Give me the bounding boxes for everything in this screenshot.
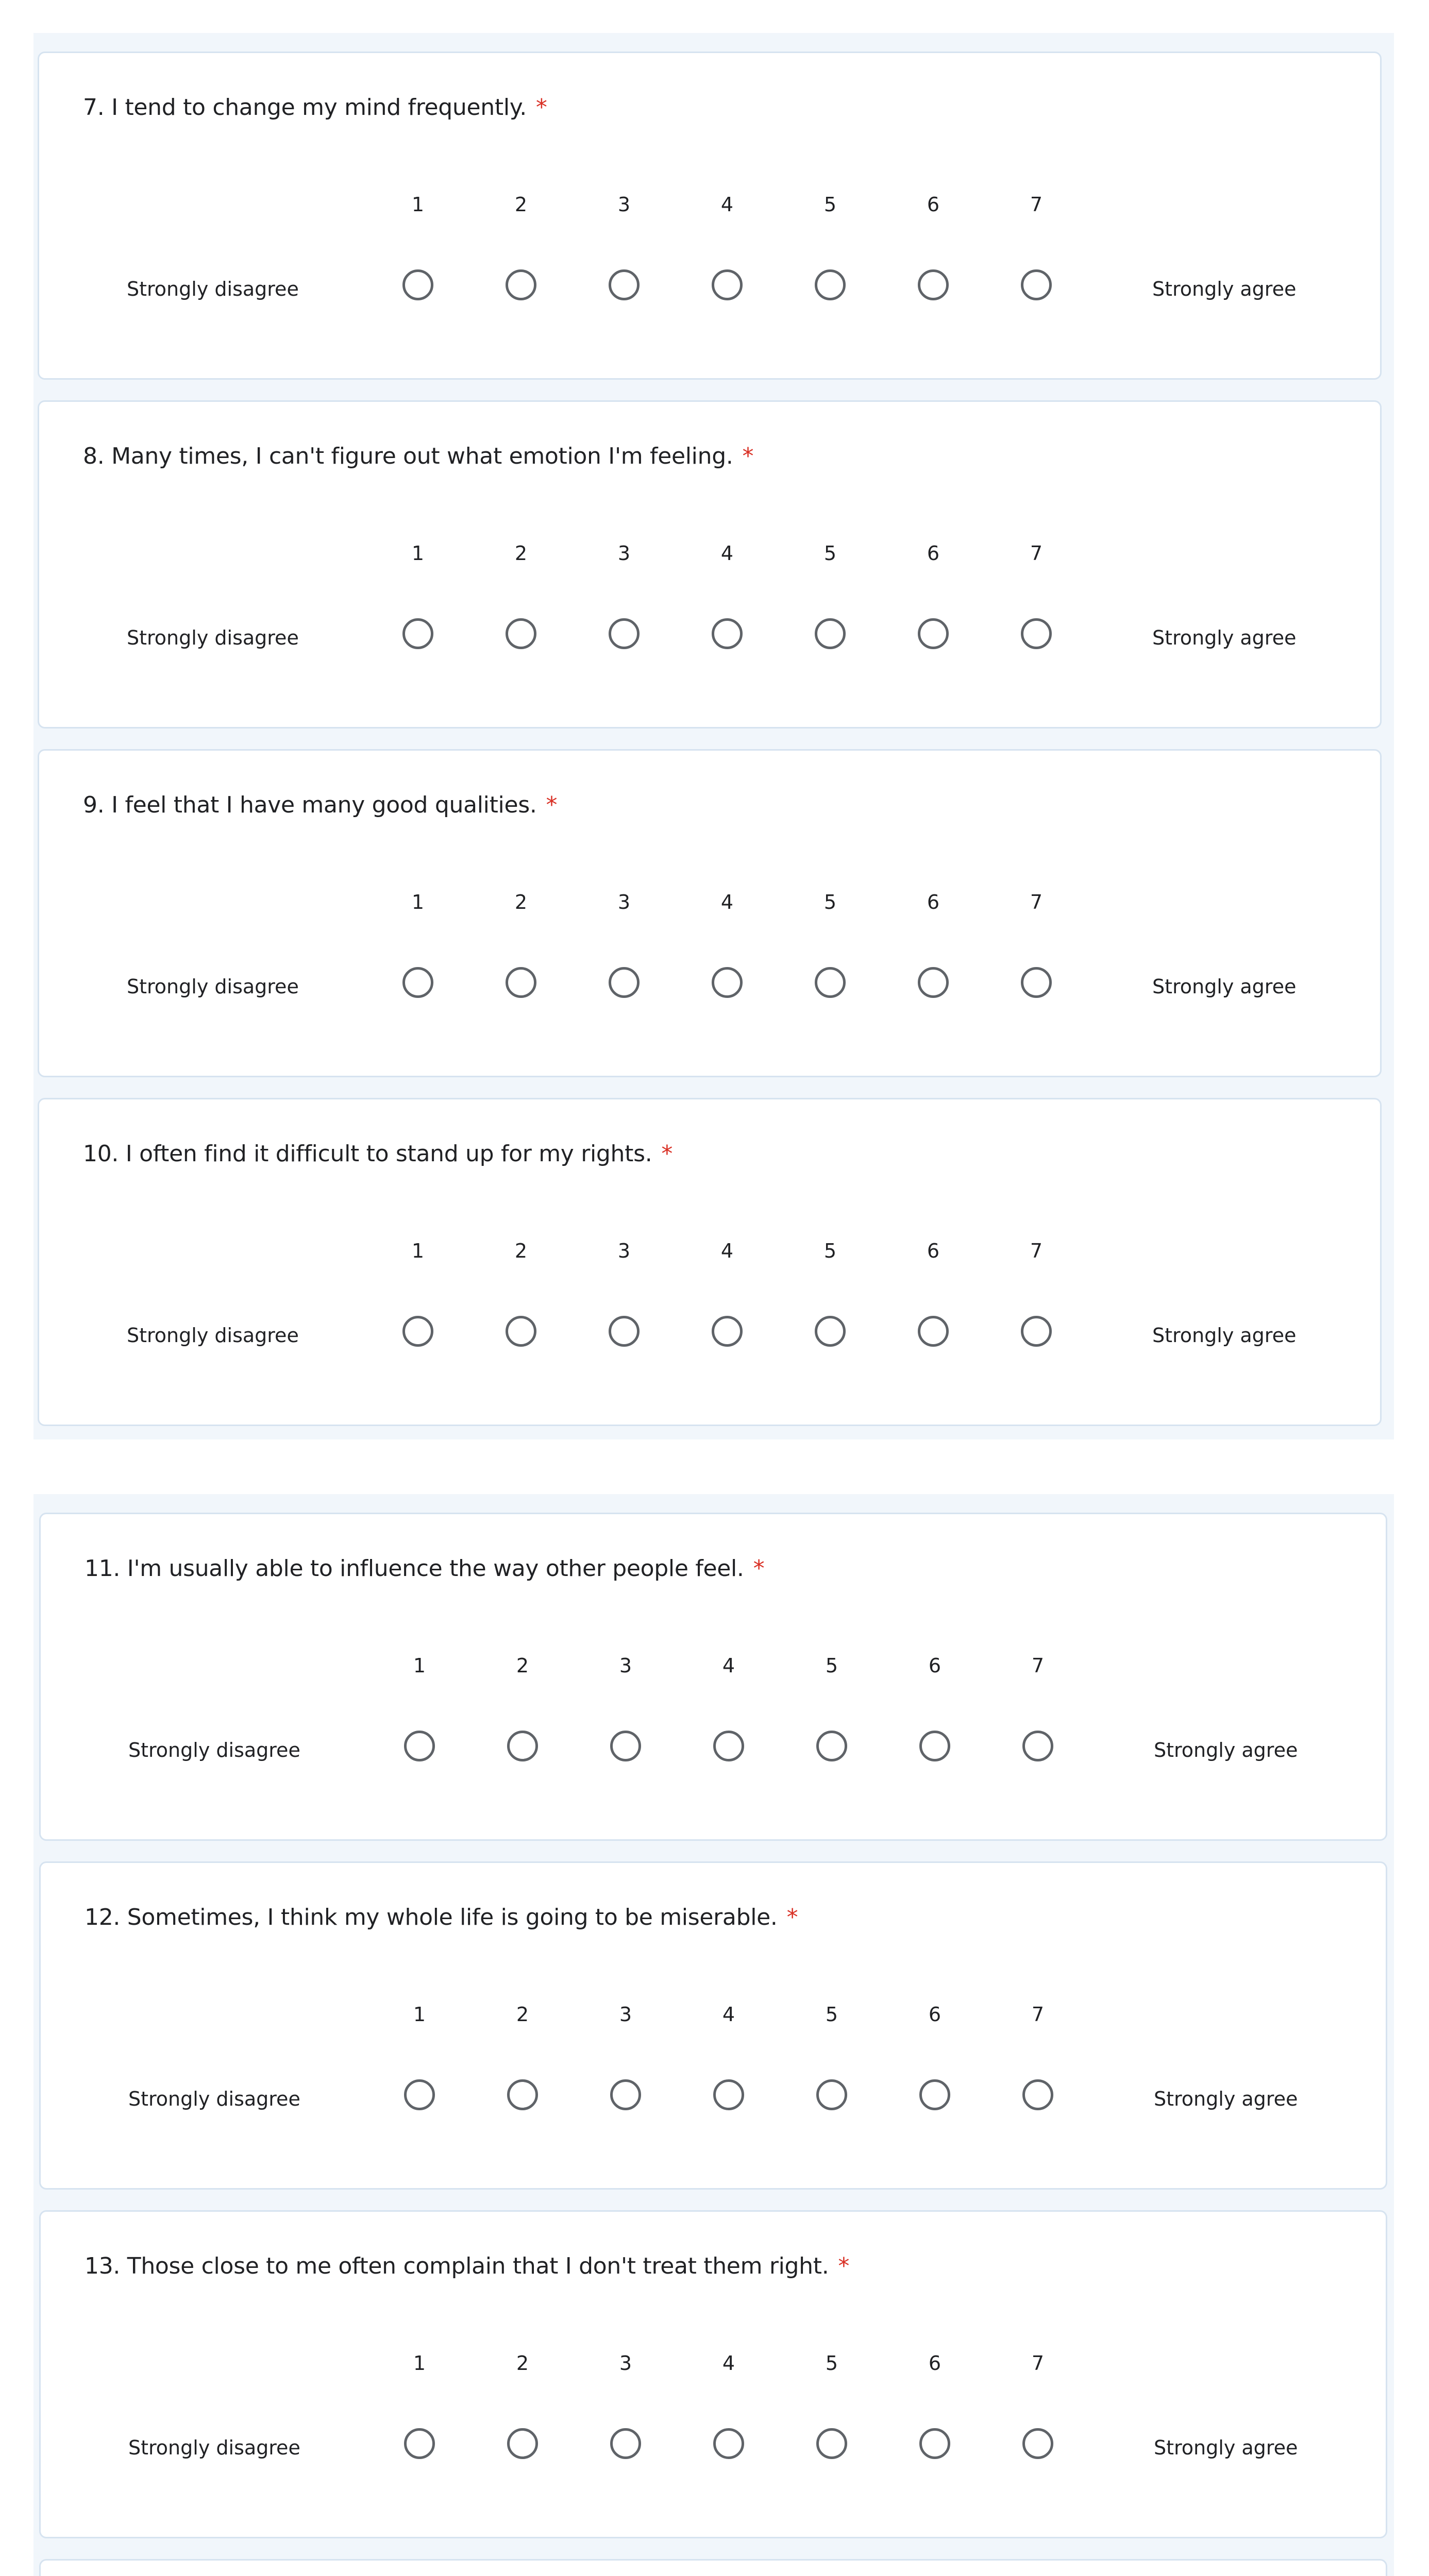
question-title [83, 443, 753, 469]
scale-number: 3 [617, 1240, 631, 1262]
required-asterisk: * [838, 2253, 850, 2279]
radio-option[interactable] [1022, 1731, 1053, 1761]
radio-option[interactable] [815, 269, 846, 300]
radio-option[interactable] [506, 967, 536, 998]
scale-number: 4 [722, 2352, 735, 2375]
radio-option[interactable] [1021, 618, 1052, 649]
scale-high-label: Strongly agree [1152, 1324, 1297, 1347]
radio-option[interactable] [507, 1731, 538, 1761]
scale-number: 6 [927, 891, 940, 913]
scale-high-label: Strongly agree [1152, 975, 1297, 998]
question-number: 11. [85, 1555, 121, 1582]
question-title [83, 94, 547, 121]
scale-number: 6 [928, 2352, 942, 2375]
radio-option[interactable] [816, 1731, 847, 1761]
scale-number: 3 [619, 2352, 632, 2375]
radio-option[interactable] [609, 269, 640, 300]
question-card [38, 749, 1382, 1077]
scale-high-label: Strongly agree [1152, 626, 1297, 649]
scale-number: 4 [722, 2003, 735, 2026]
required-asterisk: * [742, 443, 754, 469]
radio-option[interactable] [713, 2079, 744, 2110]
radio-option[interactable] [815, 967, 846, 998]
scale-number: 6 [928, 2003, 942, 2026]
scale-low-label: Strongly disagree [127, 278, 299, 300]
question-number: 12. [85, 1904, 121, 1930]
scale-number: 1 [411, 542, 425, 565]
question-title [85, 1904, 798, 1930]
radio-option[interactable] [712, 269, 743, 300]
question-text: Sometimes, I think my whole life is going to be miserable. [127, 1904, 778, 1930]
radio-option[interactable] [402, 618, 433, 649]
radio-option[interactable] [713, 1731, 744, 1761]
required-asterisk: * [661, 1141, 673, 1167]
required-asterisk: * [753, 1555, 765, 1582]
question-card [38, 1098, 1382, 1426]
scale-high-label: Strongly agree [1154, 1739, 1298, 1761]
scale-number: 2 [516, 2003, 529, 2026]
question-title [83, 792, 557, 818]
radio-option[interactable] [610, 1731, 641, 1761]
scale-low-label: Strongly disagree [127, 626, 299, 649]
question-number: 7. [83, 94, 105, 121]
scale-number: 2 [514, 1240, 528, 1262]
scale-number: 3 [619, 1654, 632, 1677]
question-text: I often find it difficult to stand up for my rights. [125, 1141, 652, 1167]
question-number: 10. [83, 1141, 119, 1167]
scale-number: 1 [411, 193, 425, 216]
scale-number: 2 [516, 1654, 529, 1677]
question-card [39, 2210, 1387, 2538]
scale-number: 1 [411, 1240, 425, 1262]
radio-option[interactable] [918, 1316, 949, 1347]
question-number: 9. [83, 792, 105, 818]
scale-high-label: Strongly agree [1152, 278, 1297, 300]
radio-option[interactable] [815, 1316, 846, 1347]
question-title [85, 1555, 764, 1582]
scale-number: 5 [825, 1654, 838, 1677]
radio-option[interactable] [1022, 2079, 1053, 2110]
scale-number: 7 [1031, 2003, 1045, 2026]
scale-low-label: Strongly disagree [128, 1739, 300, 1761]
scale-number: 5 [823, 193, 837, 216]
scale-number: 7 [1031, 1654, 1045, 1677]
radio-option[interactable] [1021, 269, 1052, 300]
required-asterisk: * [535, 94, 547, 121]
question-text: I'm usually able to influence the way other people feel. [127, 1555, 744, 1582]
question-text: I tend to change my mind frequently. [111, 94, 527, 121]
radio-option[interactable] [609, 618, 640, 649]
radio-option[interactable] [507, 2079, 538, 2110]
radio-option[interactable] [1021, 967, 1052, 998]
question-card [39, 2559, 1387, 2576]
question-card [38, 52, 1382, 380]
radio-option[interactable] [609, 1316, 640, 1347]
question-number: 13. [85, 2253, 121, 2279]
scale-low-label: Strongly disagree [128, 2088, 300, 2110]
radio-option[interactable] [816, 2079, 847, 2110]
radio-option[interactable] [712, 618, 743, 649]
scale-number: 4 [722, 1654, 735, 1677]
radio-option[interactable] [712, 967, 743, 998]
required-asterisk: * [786, 1904, 798, 1930]
scale-number: 7 [1030, 891, 1043, 913]
question-group-2 [33, 1494, 1394, 2576]
scale-number: 5 [823, 891, 837, 913]
scale-number: 3 [617, 542, 631, 565]
scale-number: 3 [617, 891, 631, 913]
question-text: I feel that I have many good qualities. [111, 792, 537, 818]
scale-number: 5 [823, 1240, 837, 1262]
scale-number: 4 [720, 1240, 734, 1262]
radio-option[interactable] [610, 2428, 641, 2459]
required-asterisk: * [546, 792, 558, 818]
radio-option[interactable] [918, 967, 949, 998]
scale-number: 4 [720, 891, 734, 913]
scale-number: 5 [825, 2003, 838, 2026]
scale-number: 7 [1031, 2352, 1045, 2375]
scale-number: 4 [720, 193, 734, 216]
scale-number: 2 [514, 193, 528, 216]
radio-option[interactable] [918, 618, 949, 649]
scale-number: 6 [928, 1654, 942, 1677]
radio-option[interactable] [919, 2079, 950, 2110]
scale-number: 6 [927, 1240, 940, 1262]
scale-number: 6 [927, 542, 940, 565]
radio-option[interactable] [402, 967, 433, 998]
question-number: 8. [83, 443, 105, 469]
radio-option[interactable] [1021, 1316, 1052, 1347]
scale-number: 5 [825, 2352, 838, 2375]
scale-high-label: Strongly agree [1154, 2088, 1298, 2110]
scale-number: 1 [413, 2003, 426, 2026]
radio-option[interactable] [506, 1316, 536, 1347]
radio-option[interactable] [713, 2428, 744, 2459]
radio-option[interactable] [404, 1731, 435, 1761]
radio-option[interactable] [815, 618, 846, 649]
radio-option[interactable] [610, 2079, 641, 2110]
scale-number: 3 [617, 193, 631, 216]
scale-high-label: Strongly agree [1154, 2436, 1298, 2459]
question-group-1 [33, 33, 1394, 1439]
scale-number: 7 [1030, 542, 1043, 565]
radio-option[interactable] [506, 618, 536, 649]
scale-number: 4 [720, 542, 734, 565]
question-card [38, 400, 1382, 728]
radio-option[interactable] [609, 967, 640, 998]
radio-option[interactable] [919, 2428, 950, 2459]
scale-number: 2 [514, 891, 528, 913]
radio-option[interactable] [507, 2428, 538, 2459]
scale-number: 2 [514, 542, 528, 565]
scale-number: 1 [413, 2352, 426, 2375]
question-text: Those close to me often complain that I don't treat them right. [127, 2253, 829, 2279]
scale-number: 1 [413, 1654, 426, 1677]
scale-number: 6 [927, 193, 940, 216]
radio-option[interactable] [919, 1731, 950, 1761]
radio-option[interactable] [404, 2079, 435, 2110]
scale-number: 7 [1030, 193, 1043, 216]
scale-number: 5 [823, 542, 837, 565]
scale-number: 3 [619, 2003, 632, 2026]
scale-number: 2 [516, 2352, 529, 2375]
scale-number: 7 [1030, 1240, 1043, 1262]
radio-option[interactable] [402, 1316, 433, 1347]
scale-number: 1 [411, 891, 425, 913]
scale-low-label: Strongly disagree [127, 1324, 299, 1347]
question-card [39, 1861, 1387, 2190]
question-text: Many times, I can't figure out what emotion I'm feeling. [111, 443, 733, 469]
radio-option[interactable] [506, 269, 536, 300]
radio-option[interactable] [404, 2428, 435, 2459]
radio-option[interactable] [816, 2428, 847, 2459]
question-title [85, 2253, 849, 2279]
scale-low-label: Strongly disagree [127, 975, 299, 998]
question-card [39, 1513, 1387, 1841]
scale-low-label: Strongly disagree [128, 2436, 300, 2459]
radio-option[interactable] [1022, 2428, 1053, 2459]
radio-option[interactable] [712, 1316, 743, 1347]
question-title [83, 1141, 673, 1167]
radio-option[interactable] [402, 269, 433, 300]
radio-option[interactable] [918, 269, 949, 300]
